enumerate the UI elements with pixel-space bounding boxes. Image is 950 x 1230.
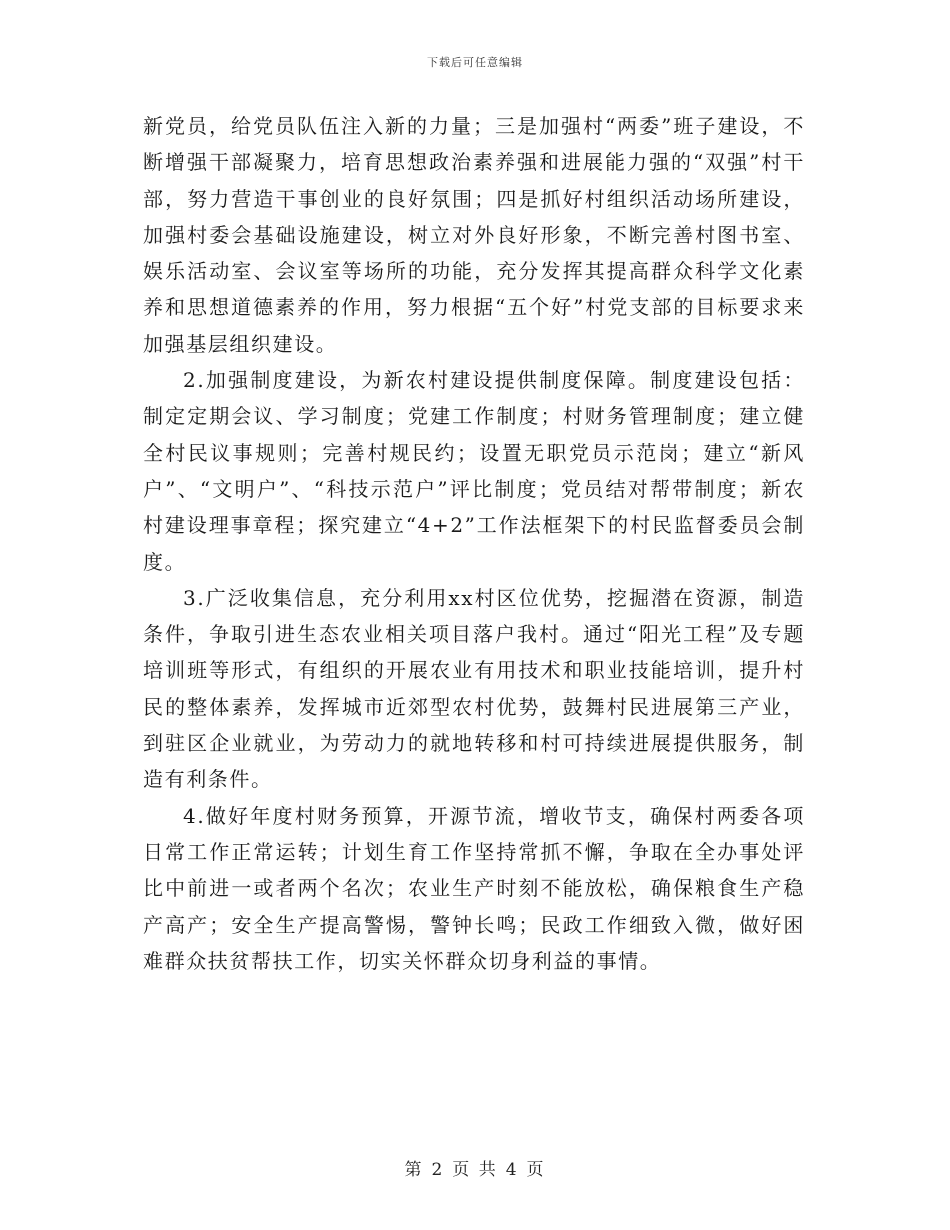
- paragraph-item-3: 3.广泛收集信息，充分利用xx村区位优势，挖掘潜在资源，制造条件，争取引进生态农业相关项目落户我村。通过“阳光工程”及专题培训班等形式，有组织的开展农业有用技术和职业技能培训，提升村民的整体素养，发挥城市近郊型农村优势，鼓舞村民进展第三产业，到驻区企业就业，为劳动力的就地转移和村可持续进展提供服务，制造有利条件。: [143, 585, 805, 792]
- page-label-suffix: 页: [526, 1160, 546, 1180]
- paragraph-item-2: 2.加强制度建设，为新农村建设提供制度保障。制度建设包括：制定定期会议、学习制度；党建工作制度；村财务管理制度；建立健全村民议事规则；完善村规民约；设置无职党员示范岗；建立“新风户”、“文明户”、“科技示范户”评比制度；党员结对帮带制度；新农村建设理事章程；探究建立“4+2”工作法框架下的村民监督委员会制度。: [143, 368, 805, 574]
- document-body: [143, 108, 805, 979]
- header-note: 下载后可任意编辑: [427, 56, 523, 69]
- current-page-number: 2: [431, 1160, 445, 1180]
- total-pages-number: 4: [505, 1160, 519, 1180]
- page-label-prefix: 第: [404, 1160, 424, 1180]
- paragraph-item-4: 4.做好年度村财务预算，开源节流，增收节支，确保村两委各项日常工作正常运转；计划生育工作坚持常抓不懈，争取在全办事处评比中前进一或者两个名次；农业生产时刻不能放松，确保粮食生产稳产高产；安全生产提高警惕，警钟长鸣；民政工作细致入微，做好困难群众扶贫帮扶工作，切实关怀群众切身利益的事情。: [143, 803, 805, 973]
- page-label-mid: 页 共: [452, 1160, 498, 1180]
- page-footer: [0, 1155, 950, 1180]
- paragraph-continuation: 新党员，给党员队伍注入新的力量；三是加强村“两委”班子建设，不断增强干部凝聚力，培育思想政治素养强和进展能力强的“双强”村干部，努力营造干事创业的良好氛围；四是抓好村组织活动场所建设，加强村委会基础设施建设，树立对外良好形象，不断完善村图书室、娱乐活动室、会议室等场所的功能，充分发挥其提高群众科学文化素养和思想道德素养的作用，努力根据“五个好”村党支部的目标要求来加强基层组织建设。: [143, 114, 805, 356]
